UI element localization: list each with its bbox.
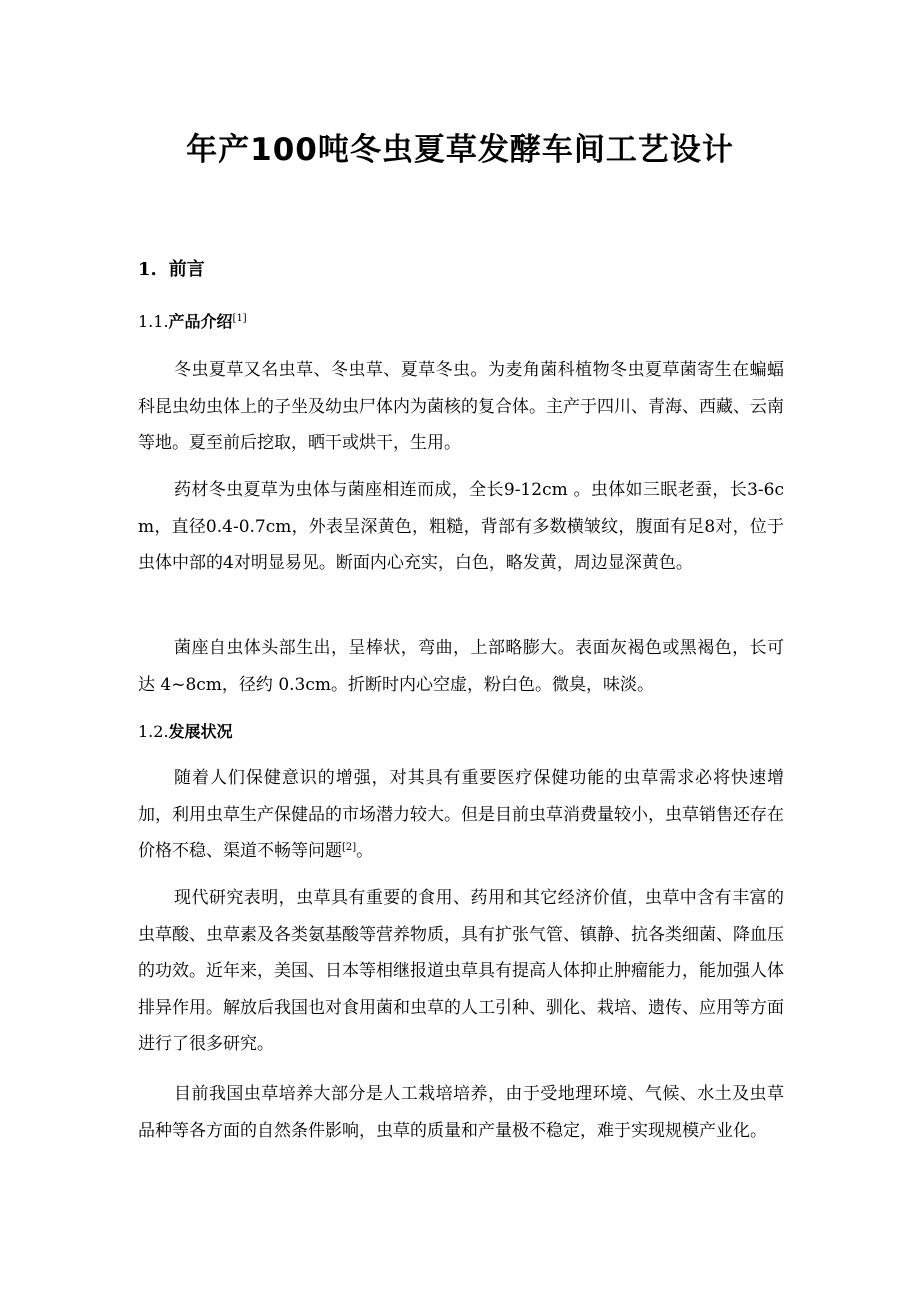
section-label: 发展状况 [168,722,233,741]
paragraph-text: 随着人们保健意识的增强，对其具有重要医疗保健功能的虫草需求必将快速增加，利用虫草生产保健品的市场潜力较大。但是目前虫草消费量较小，虫草销售还存在价格不稳、渠道不畅等问题 [138,768,784,862]
citation-ref: [2] [342,842,357,854]
section-heading-1-2 [138,719,233,745]
paragraph: 菌座自虫体头部生出，呈棒状，弯曲，上部略膨大。表面灰褐色或黑褐色，长可达 4~8cm，径约 0.3cm。折断时内心空虚，粉白色。微臭，味淡。 [138,638,784,695]
paragraph: 冬虫夏草又名虫草、冬虫草、夏草冬虫。为麦角菌科植物冬虫夏草菌寄生在蝙蝠科昆虫幼虫体上的子坐及幼虫尸体内为菌核的复合体。主产于四川、青海、西藏、云南等地。夏至前后挖取，晒干或烘干，生用。 [138,360,784,454]
section-number: 1.2. [138,722,169,741]
paragraph-end: 。 [356,841,374,862]
section-number: 1. [138,259,157,280]
section-heading-1-1 [138,309,247,335]
document-title: 年产100吨冬虫夏草发酵车间工艺设计 [186,132,734,168]
section-label: 产品介绍 [168,312,233,331]
paragraph [138,760,784,870]
section-heading-1 [138,256,205,284]
paragraph: 药材冬虫夏草为虫体与菌座相连而成，全长9-12cm 。虫体如三眠老蚕，长3-6cm，直径0.4-0.7cm，外表呈深黄色，粗糙，背部有多数横皱纹，腹面有足8对，位于虫体中部的4对明显易见。断面内心充实，白色，略发黄，周边显深黄色。 [138,480,784,574]
paragraph: 现代研究表明，虫草具有重要的食用、药用和其它经济价值，虫草中含有丰富的虫草酸、虫草素及各类氨基酸等营养物质，具有扩张气管、镇静、抗各类细菌、降血压的功效。近年来，美国、日本等相继报道虫草具有提高人体抑止肿瘤能力，能加强人体排异作用。解放后我国也对食用菌和虫草的人工引种、驯化、栽培、遗传、应用等方面进行了很多研究。 [138,888,784,1055]
paragraph: 目前我国虫草培养大部分是人工栽培培养，由于受地理环境、气候、水土及虫草品种等各方面的自然条件影响，虫草的质量和产量极不稳定，难于实现规模产业化。 [138,1084,784,1141]
citation-ref: [1] [232,313,247,324]
section-label: 前言 [168,259,205,280]
section-number: 1.1. [138,312,169,331]
